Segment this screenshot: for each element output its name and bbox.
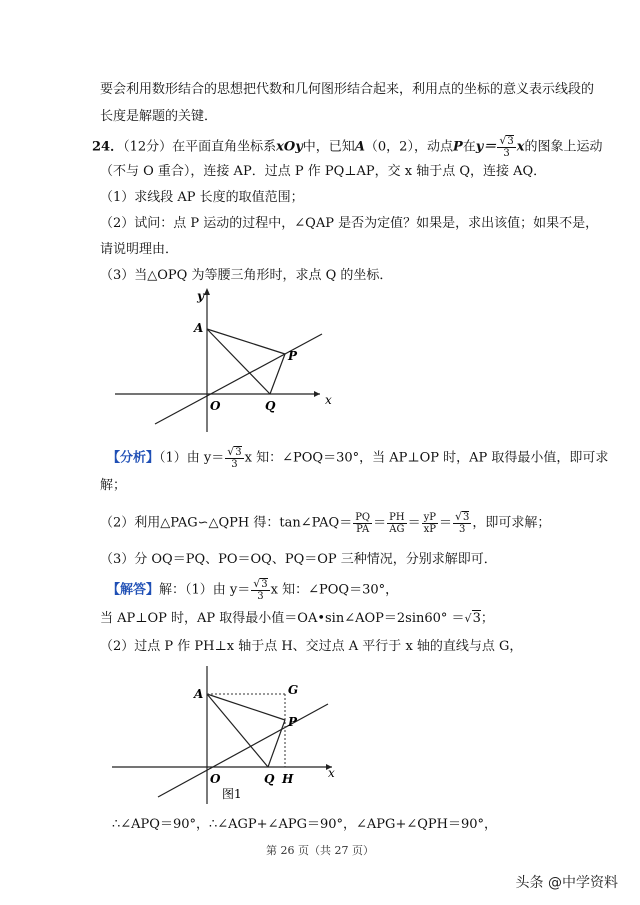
label-x: x [328,766,335,780]
label-G: G [288,683,299,697]
figure-1-diagram [0,282,640,442]
analysis-line-3: （3）分 OQ＝PQ、PO＝OQ、PQ＝OP 三种情况，分别求解即可． [100,552,497,567]
question-sub-1: （1）求线段 AP 长度的取值范围； [100,190,304,205]
label-Q: Q [264,772,275,786]
watermark: 头条 @中学资料 [515,875,618,891]
solution-line-2: 当 AP⊥OP 时，AP 取得最小值＝OA•sin∠AOP＝2sin60° ＝√3； [100,611,494,626]
label-x: x [325,393,332,407]
segment-AP [207,694,285,720]
fraction-sqrt3-over-3: $\frac{√3}{3}$ [253,577,268,602]
label-A: A [194,321,204,335]
question-sub-2b: 请说明理由． [100,242,179,257]
solution-line-4: ∴∠APQ＝90°，∴∠AGP+∠APG＝90°，∠APG+∠QPH＝90°， [112,817,498,832]
fraction-pq-pa: $\frac{PQ}{PA}$ [355,511,371,535]
question-line-2: （不与 O 重合），连接 AP．过点 P 作 PQ⊥AP，交 x 轴于点 Q，连接 AQ． [100,164,547,179]
label-P: P [288,349,298,363]
fraction-sqrt3-over-3: $\frac{√3}{3}$ [227,445,242,470]
intro-line-2: 长度是解题的关键． [100,109,218,124]
analysis-line-1-cont: 解； [100,478,127,493]
figure-2-diagram [0,664,640,814]
label-y: y [197,289,204,303]
question-header: 24．（12分）在平面直角坐标系xOy中，已知A（0，2），动点P在y＝ $\frac{√3}{3}$ x的图象上运动 [92,134,603,159]
page-footer: 第 26 页（共 27 页） [266,844,374,857]
figure-caption: 图1 [222,787,242,801]
segment-PQ [270,354,285,394]
line-y-sqrt3-over-3-x [155,334,322,424]
y-axis-arrow [204,288,210,295]
label-Q: Q [265,399,276,413]
question-sub-3: （3）当△OPQ 为等腰三角形时，求点 Q 的坐标． [100,268,393,283]
question-sub-2: （2）试问：点 P 运动的过程中，∠QAP 是否为定值？如果是，求出该值；如果不是， [100,216,599,231]
line-y-sqrt3-over-3-x [158,704,328,797]
fraction-sqrt3-over-3: $\frac{√3}{3}$ [455,510,470,535]
fraction-sqrt3-over-3: $\frac{√3}{3}$ [499,134,514,159]
segment-PQ [268,720,285,767]
fraction-ph-ag: $\frac{PH}{AG}$ [389,511,405,535]
solution-line-3: （2）过点 P 作 PH⊥x 轴于点 H、交过点 A 平行于 x 轴的直线与点 G， [100,639,523,654]
x-axis-arrow [314,391,320,397]
analysis-line-2: （2）利用△PAG∽△QPH 得：tan∠PAQ＝ $\frac{PQ}{PA}$ ＝ $\frac{PH}{AG}$ ＝ $\frac{yP}{xP}$ ＝ $\frac{√3}{3}$ ，即可求解； [100,510,551,535]
segment-AQ [207,694,268,767]
label-P: P [288,715,298,729]
fraction-yp-xp: $\frac{yP}{xP}$ [423,511,437,535]
label-O: O [210,399,221,413]
intro-line-1: 要会利用数形结合的思想把代数和几何图形结合起来，利用点的坐标的意义表示线段的 [100,82,595,97]
analysis-line-1: 【分析】（1）由 y＝ $\frac{√3}{3}$ x 知：∠POQ＝30°，当 AP⊥OP 时，AP 取得最小值，即可求 [107,445,609,470]
label-H: H [282,772,294,786]
label-O: O [210,772,221,786]
label-A: A [194,687,204,701]
solution-line-1: 【解答】解：（1）由 y＝ $\frac{√3}{3}$ x 知：∠POQ＝30°， [107,577,399,602]
